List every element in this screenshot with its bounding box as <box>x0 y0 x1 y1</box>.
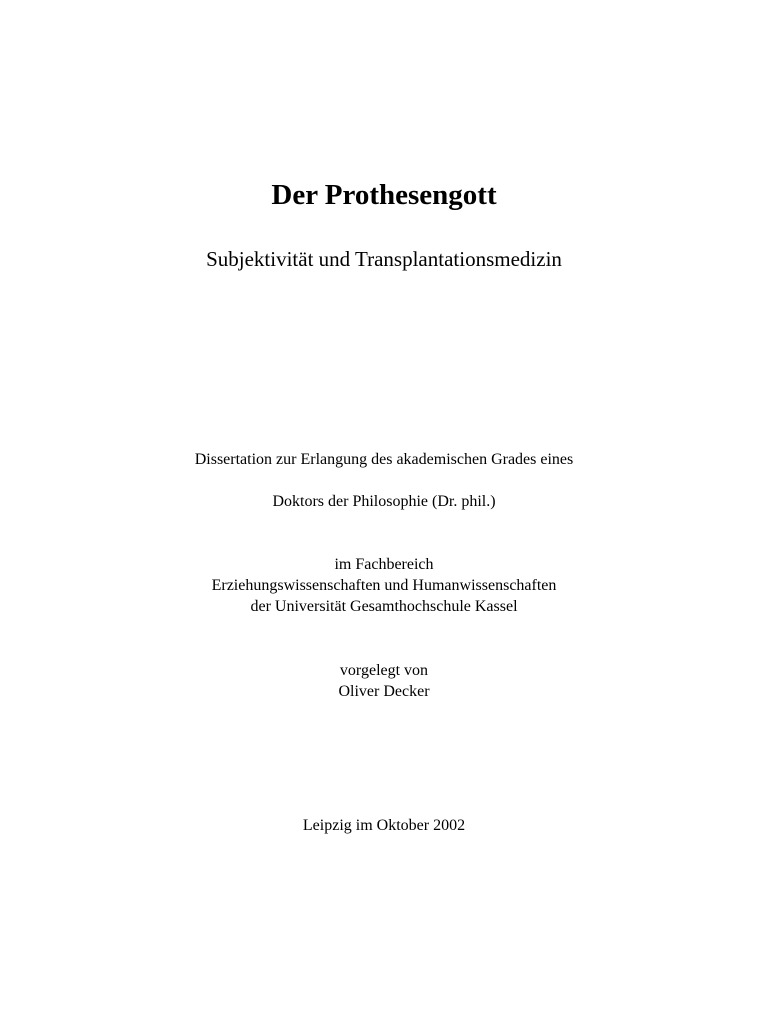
faculty-name: Erziehungswissenschaften und Humanwissenschaften <box>211 577 557 594</box>
university-name: der Universität Gesamthochschule Kassel <box>250 598 518 615</box>
document-subtitle: Subjektivität und Transplantationsmedizin <box>206 247 562 271</box>
dissertation-line: Dissertation zur Erlangung des akademischen Grades eines <box>194 451 574 468</box>
faculty-intro: im Fachbereich <box>334 556 434 573</box>
document-title: Der Prothesengott <box>271 179 497 211</box>
submitted-by-label: vorgelegt von <box>339 662 429 679</box>
degree-line: Doktors der Philosophie (Dr. phil.) <box>272 493 496 510</box>
place-date: Leipzig im Oktober 2002 <box>302 817 466 834</box>
author-name: Oliver Decker <box>338 683 430 700</box>
